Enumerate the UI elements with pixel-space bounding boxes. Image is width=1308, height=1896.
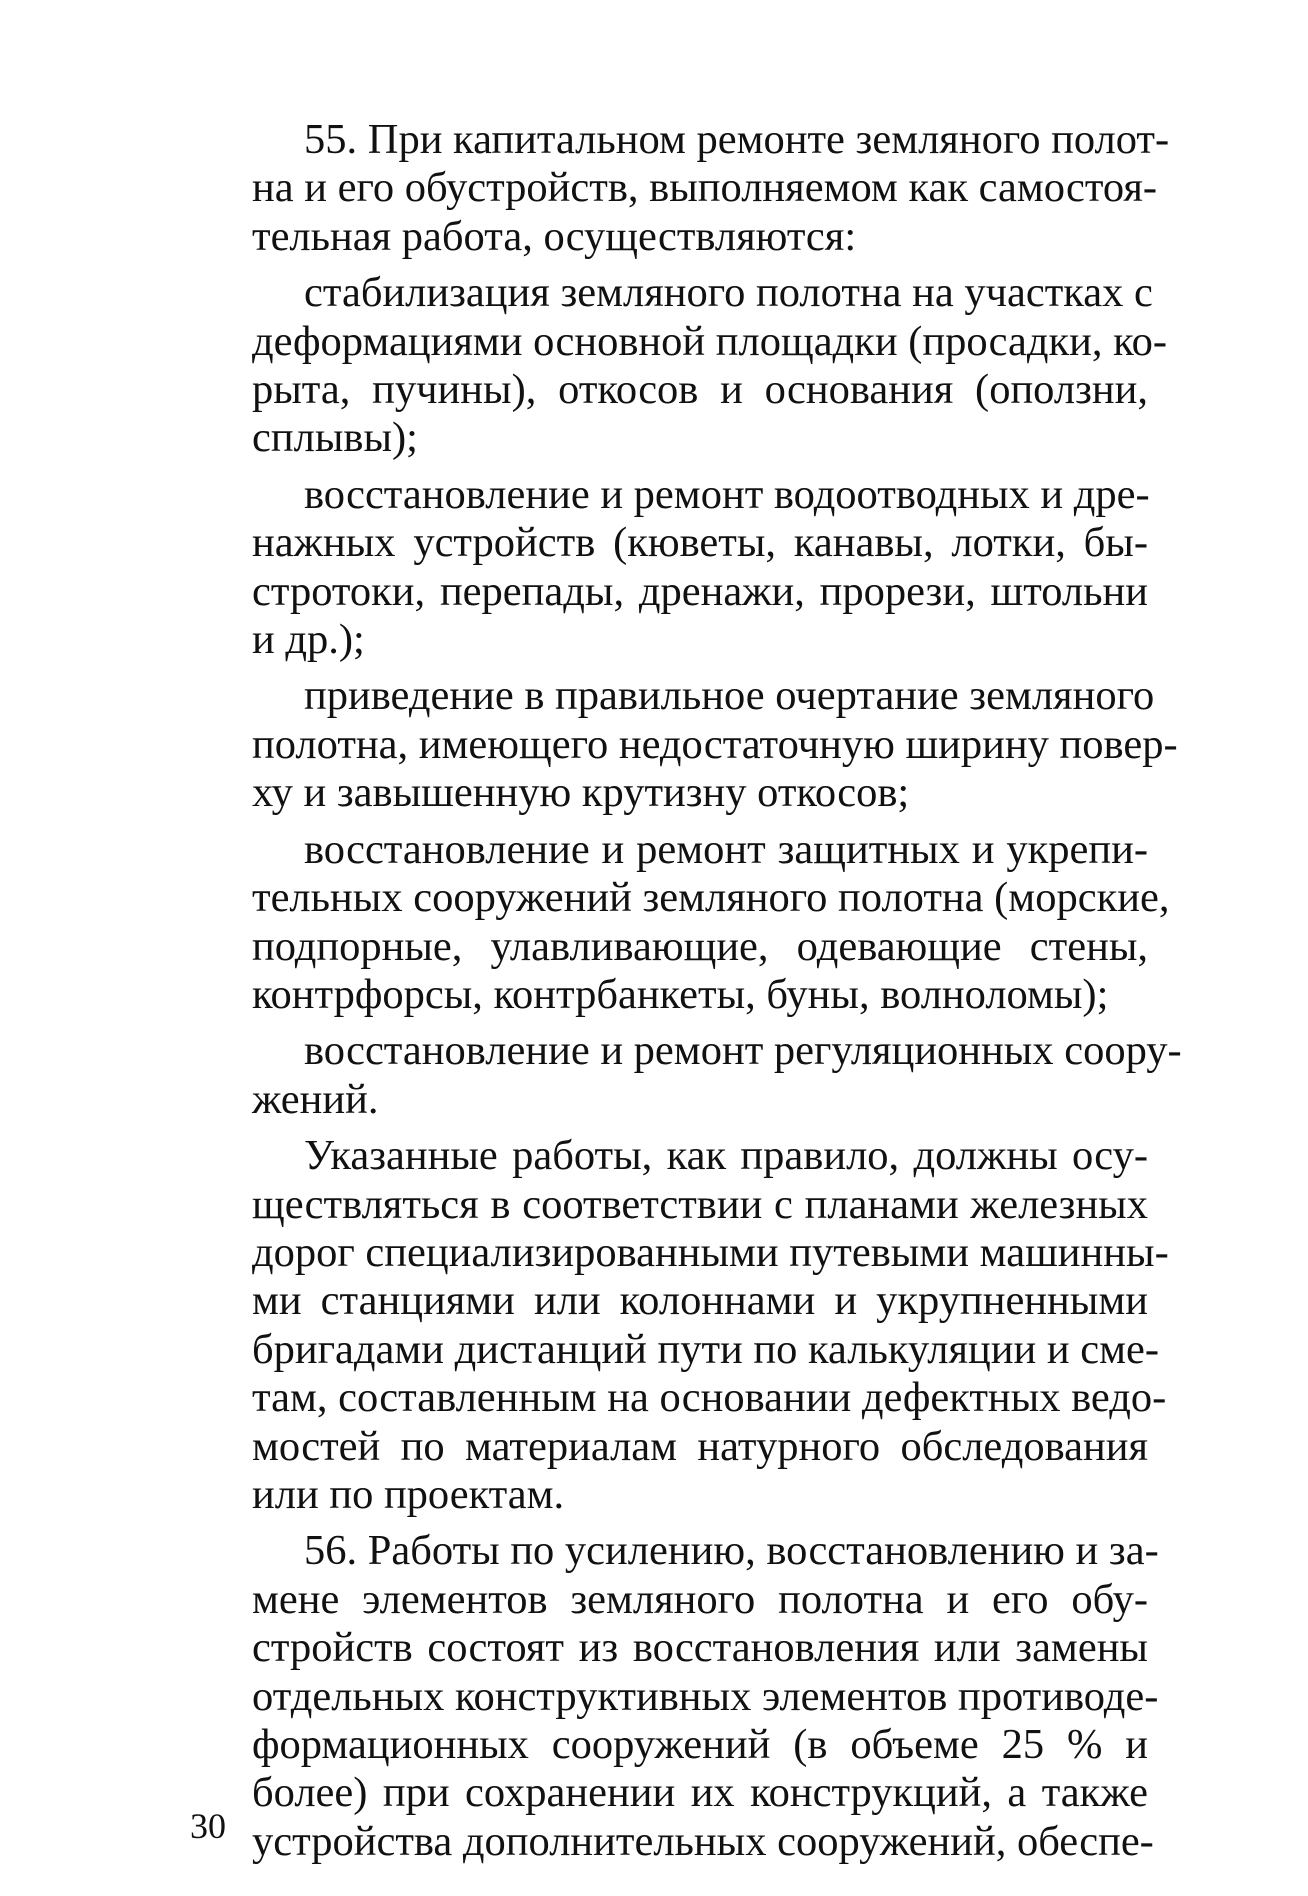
text-line: устройства дополнительных сооружений, обеспе- (252, 1817, 1154, 1865)
text-line: восстановление и ремонт регуляционных соору- (304, 1027, 1182, 1075)
text-line: тельная работа, осуществляются: (252, 212, 857, 260)
paragraph-profile (190, 672, 1178, 817)
text-line: восстановление и ремонт водоотводных и дре- (304, 470, 1150, 518)
paragraph-execution (190, 1132, 1169, 1519)
text-line: мостей по материалам натурного обследования (252, 1422, 1148, 1470)
text-line: бригадами дистанций пути по калькуляции и сме- (252, 1325, 1160, 1373)
text-line: рыта, пучины), откосов и основания (оползни, (252, 366, 1148, 414)
text-line: приведение в правильное очертание земляного (304, 672, 1155, 720)
text-line: нажных устройств (кюветы, канавы, лотки, бы- (252, 519, 1148, 567)
text-line: 56. Работы по усилению, восстановлению и за- (304, 1527, 1159, 1575)
paragraph-regulation-structures (190, 1027, 1182, 1124)
text-line: деформациями основной площадки (просадки, ко- (252, 317, 1168, 365)
text-line: сплывы); (252, 414, 418, 462)
text-line: 55. При капитальном ремонте земляного полот- (304, 116, 1170, 163)
text-line: стройств состоят из восстановления или замены (252, 1624, 1148, 1672)
paragraph-drainage (190, 471, 1148, 665)
text-line: Указанные работы, как правило, должны осу- (304, 1132, 1148, 1180)
text-line: восстановление и ремонт защитных и укрепи- (304, 825, 1148, 873)
text-line: мене элементов земляного полотна и его обу- (252, 1575, 1148, 1623)
text-line: на и его обустройств, выполняемом как самостоя- (252, 164, 1158, 212)
text-line: ществляться в соответствии с планами железных (252, 1180, 1148, 1228)
text-line: контрфорсы, контрбанкеты, буны, волноломы); (252, 970, 1109, 1018)
page-body (190, 116, 1182, 1874)
paragraph-protective-structures (190, 825, 1170, 1020)
text-line: дорог специализированными путевыми машинны- (252, 1228, 1169, 1276)
text-line: формационных сооружений (в объеме 25 % и (252, 1721, 1148, 1768)
text-line: или по проектам. (252, 1470, 565, 1518)
text-line: жений. (252, 1075, 379, 1123)
text-line: ху и завышенную крутизну откосов; (252, 769, 910, 817)
paragraph-55-intro (190, 116, 1170, 261)
text-line: подпорные, улавливающие, одевающие стены, (252, 922, 1148, 970)
page-number: 30 (190, 1806, 226, 1846)
text-line: стабилизация земляного полотна на участках с (304, 269, 1153, 317)
text-line: там, составленным на основании дефектных ведо- (252, 1374, 1167, 1422)
paragraph-56 (190, 1527, 1159, 1866)
text-line: полотна, имеющего недостаточную ширину повер- (252, 720, 1178, 768)
text-line: отдельных конструктивных элементов противоде- (252, 1672, 1159, 1720)
text-line: и др.); (252, 616, 365, 664)
text-line: стротоки, перепады, дренажи, прорези, штольни (252, 567, 1148, 615)
text-line: более) при сохранении их конструкций, а также (252, 1769, 1148, 1817)
paragraph-stabilization (190, 269, 1168, 463)
text-line: тельных сооружений земляного полотна (морские, (252, 874, 1170, 922)
text-line: ми станциями или колоннами и укрупненными (252, 1277, 1148, 1325)
